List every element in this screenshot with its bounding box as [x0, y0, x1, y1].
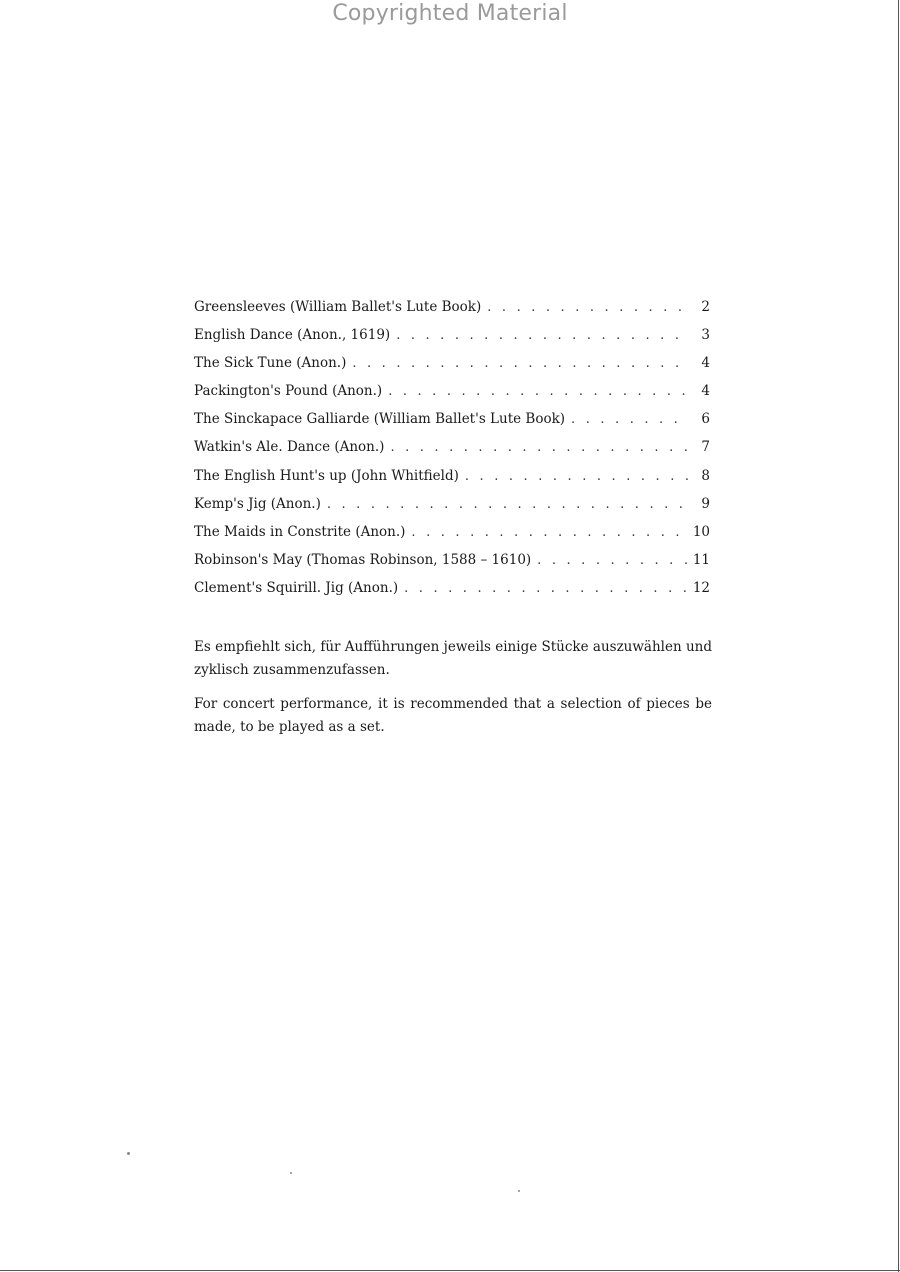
toc-entry [194, 299, 710, 327]
toc-entry [194, 468, 710, 496]
toc-entry-page: 4 [701, 355, 710, 372]
page-edge-bottom [0, 1270, 900, 1271]
toc-dot-leader [487, 300, 688, 315]
paper-speck [127, 1152, 130, 1155]
toc-entry-page: 10 [692, 523, 710, 540]
toc-entry [194, 355, 710, 383]
toc-entry-page: 12 [692, 579, 710, 596]
paper-speck [518, 1190, 520, 1192]
toc-entry [194, 383, 710, 411]
toc-dot-leader [571, 412, 688, 427]
toc-dot-leader [537, 553, 687, 568]
page-edge-right [898, 0, 899, 1272]
toc-entry-page: 3 [701, 327, 710, 344]
toc-entry [194, 524, 710, 552]
toc-dot-leader [390, 440, 688, 455]
toc-entry-title: Packington's Pound (Anon.) [194, 383, 383, 400]
toc-entry-page: 8 [701, 467, 710, 484]
toc-dot-leader [465, 469, 688, 484]
copyright-watermark: Copyrighted Material [332, 1, 568, 26]
toc-entry [194, 580, 710, 608]
toc-dot-leader [404, 581, 687, 596]
toc-dot-leader [411, 525, 686, 540]
toc-dot-leader [396, 328, 688, 343]
toc-entry-page: 6 [701, 411, 710, 428]
toc-entry-page: 9 [701, 495, 710, 512]
toc-entry-page: 4 [701, 383, 710, 400]
toc-entry-title: English Dance (Anon., 1619) [194, 327, 391, 344]
table-of-contents [194, 299, 710, 608]
toc-entry-page: 11 [692, 551, 710, 568]
toc-dot-leader [388, 384, 688, 399]
toc-dot-leader [327, 497, 688, 512]
toc-entry-page: 7 [701, 439, 710, 456]
toc-entry-title: The Sinckapace Galliarde (William Ballet's Lute Book) [194, 411, 566, 428]
paper-speck [290, 1172, 292, 1174]
performance-note-german: Es empfiehlt sich, für Aufführungen jeweils einige Stücke auszuwählen und zyklisch zusammenzufassen. [194, 639, 712, 678]
toc-dot-leader [352, 356, 688, 371]
toc-entry [194, 439, 710, 467]
toc-entry-title: The Sick Tune (Anon.) [194, 355, 347, 372]
toc-entry [194, 327, 710, 355]
toc-entry-title: Watkin's Ale. Dance (Anon.) [194, 439, 385, 456]
toc-entry-title: Clement's Squirill. Jig (Anon.) [194, 579, 399, 596]
toc-entry-title: Kemp's Jig (Anon.) [194, 495, 321, 512]
toc-entry-title: The English Hunt's up (John Whitfield) [194, 467, 459, 484]
toc-entry-title: Robinson's May (Thomas Robinson, 1588 – 1610) [194, 551, 532, 568]
toc-entry [194, 496, 710, 524]
toc-entry-title: The Maids in Constrite (Anon.) [194, 523, 406, 540]
toc-entry [194, 552, 710, 580]
toc-entry-page: 2 [701, 299, 710, 315]
toc-entry-title: Greensleeves (William Ballet's Lute Book) [194, 299, 482, 315]
performance-note-english: For concert performance, it is recommended that a selection of pieces be made, to be played as a set. [194, 696, 712, 735]
toc-entry [194, 411, 710, 439]
